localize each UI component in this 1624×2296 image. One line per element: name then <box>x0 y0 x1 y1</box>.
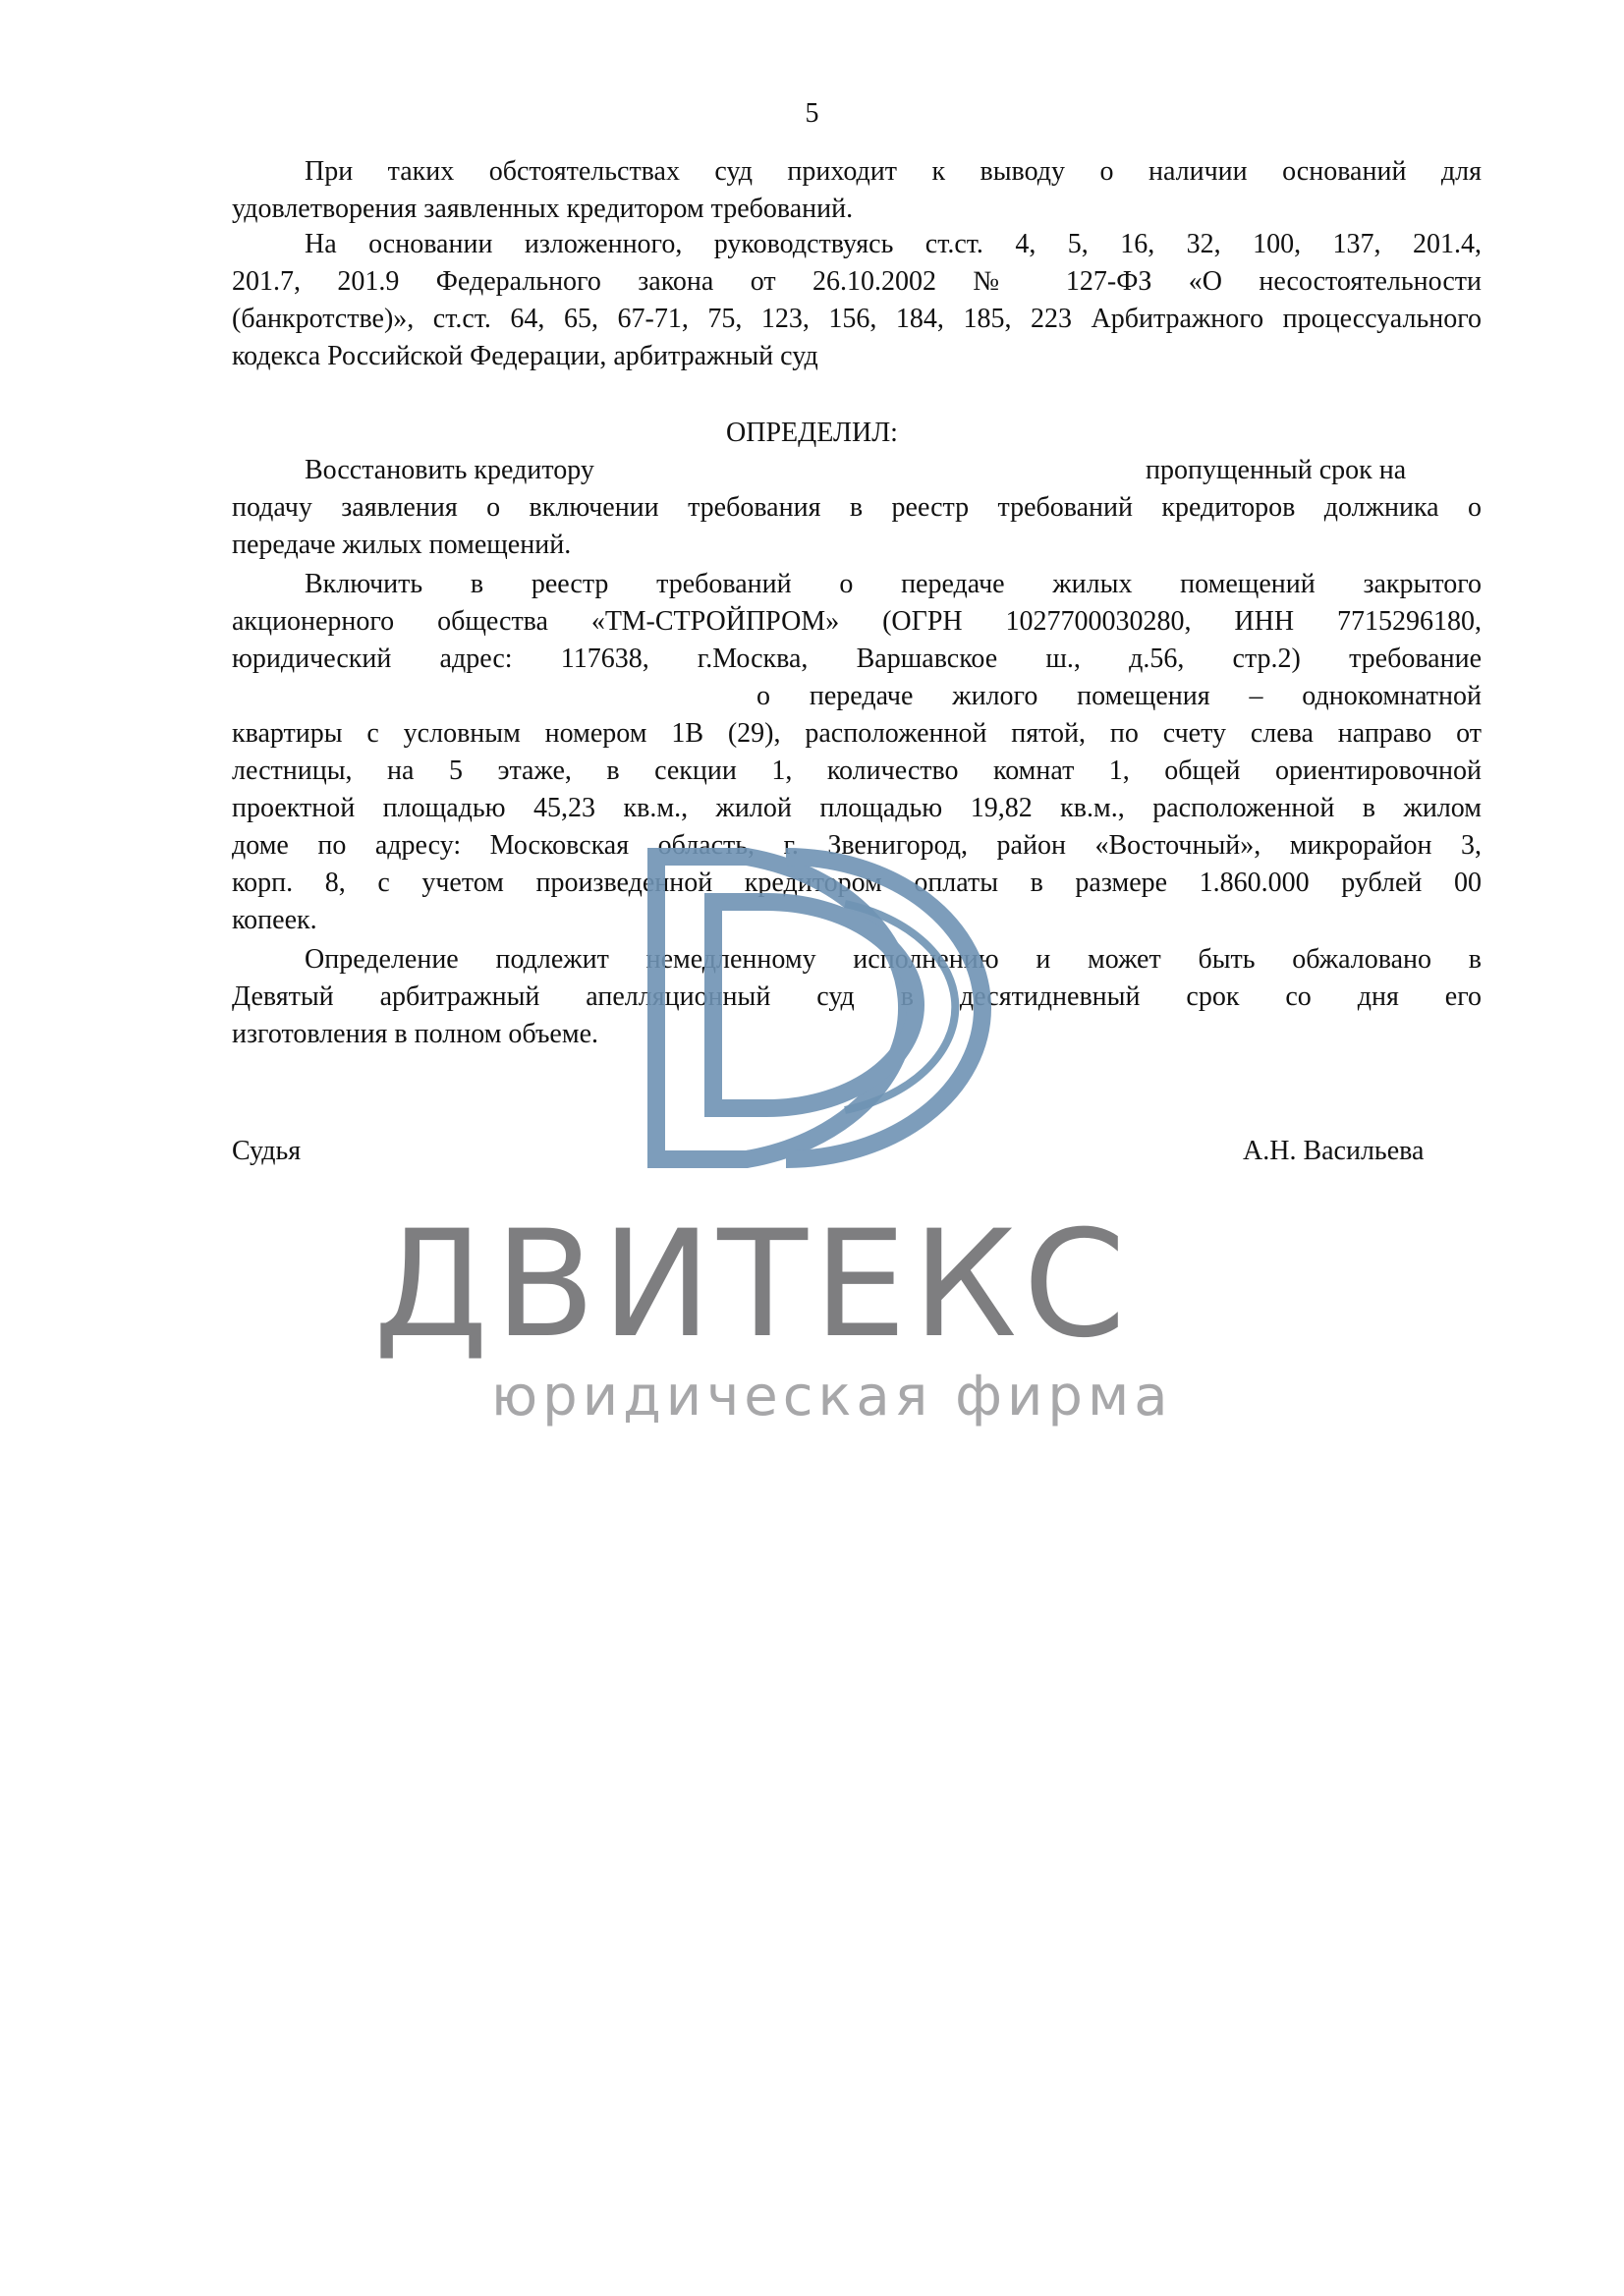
signature-name: А.Н. Васильева <box>1243 1136 1425 1166</box>
paragraph-4-line-8: доме по адресу: Московская область, г. Звенигород, район «Восточный», микрорайон 3, <box>232 830 1482 861</box>
paragraph-2-line-4: кодекса Российской Федерации, арбитражный суд <box>232 341 818 371</box>
paragraph-4-line-7: проектной площадью 45,23 кв.м., жилой площадью 19,82 кв.м., расположенной в жилом <box>232 793 1482 823</box>
paragraph-1-line-1: При таких обстоятельствах суд приходит к выводу о наличии оснований для <box>305 156 1482 187</box>
paragraph-5-line-1: Определение подлежит немедленному исполнению и может быть обжаловано в <box>305 944 1482 975</box>
page-number: 5 <box>805 98 819 129</box>
paragraph-4-line-3: юридический адрес: 117638, г.Москва, Варшавское ш., д.56, стр.2) требование <box>232 644 1482 674</box>
paragraph-2-line-3: (банкротстве)», ст.ст. 64, 65, 67-71, 75, 123, 156, 184, 185, 223 Арбитражного процессуального <box>232 304 1482 334</box>
watermark-subtitle: юридическая фирма <box>491 1365 1173 1428</box>
paragraph-4-line-1: Включить в реестр требований о передаче жилых помещений закрытого <box>305 569 1482 599</box>
paragraph-2-line-1: На основании изложенного, руководствуясь ст.ст. 4, 5, 16, 32, 100, 137, 201.4, <box>305 229 1482 259</box>
paragraph-3-line-1-right: пропущенный срок на <box>1146 455 1407 485</box>
paragraph-5-line-2: Девятый арбитражный апелляционный суд в десятидневный срок со дня его <box>232 981 1482 1012</box>
paragraph-4-line-6: лестницы, на 5 этаже, в секции 1, количество комнат 1, общей ориентировочной <box>232 756 1482 786</box>
paragraph-1-line-2: удовлетворения заявленных кредитором требований. <box>232 194 854 224</box>
signature-role: Судья <box>232 1136 302 1166</box>
paragraph-2-line-2: 201.7, 201.9 Федерального закона от 26.10.2002 № 127-ФЗ «О несостоятельности <box>232 266 1482 297</box>
paragraph-4-line-9: корп. 8, с учетом произведенной кредитором оплаты в размере 1.860.000 рублей 00 <box>232 868 1482 898</box>
paragraph-5-line-3: изготовления в полном объеме. <box>232 1019 599 1049</box>
ruling-heading: ОПРЕДЕЛИЛ: <box>726 418 898 448</box>
paragraph-3-line-2: подачу заявления о включении требования в реестр требований кредиторов должника о <box>232 492 1482 523</box>
paragraph-3-line-3: передаче жилых помещений. <box>232 530 572 560</box>
paragraph-3-line-1-left: Восстановить кредитору <box>305 455 594 485</box>
paragraph-4-line-2: акционерного общества «ТМ-СТРОЙПРОМ» (ОГРН 1027700030280, ИНН 7715296180, <box>232 606 1482 637</box>
watermark-title: ДВИТЕКС <box>373 1200 1132 1371</box>
paragraph-4-line-5: квартиры с условным номером 1В (29), расположенной пятой, по счету слева направо от <box>232 718 1482 749</box>
paragraph-4-line-10: копеек. <box>232 905 317 935</box>
paragraph-4-line-4: о передаче жилого помещения – однокомнатной <box>756 681 1482 711</box>
